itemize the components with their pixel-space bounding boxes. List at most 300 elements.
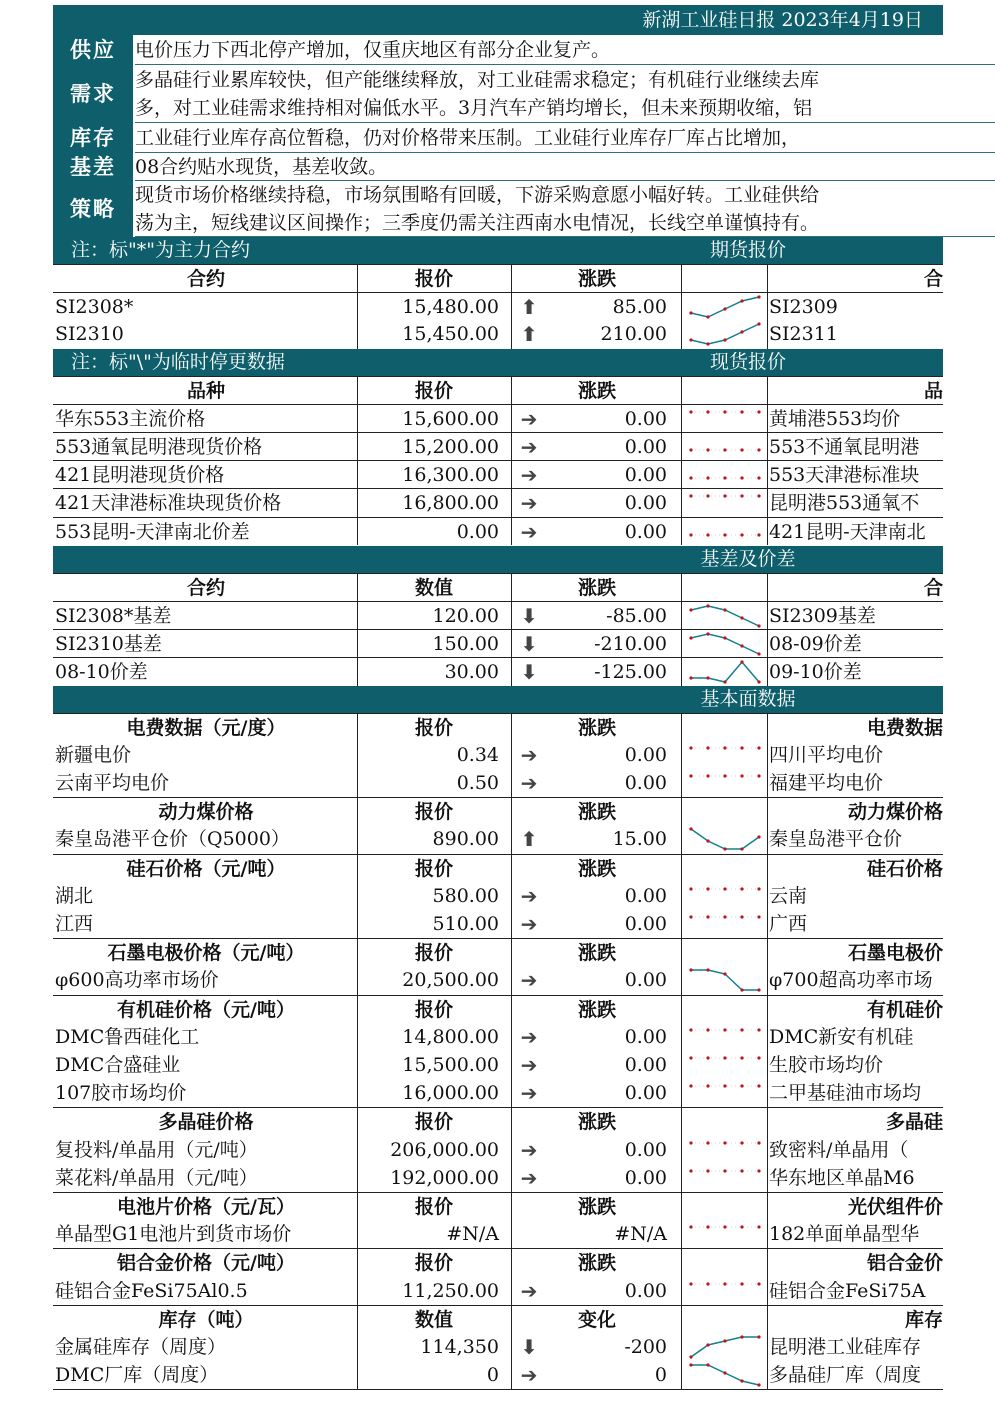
- summary-line: 08合约贴水现货，基差收敛。: [135, 156, 388, 178]
- row-name-2: 09-10价差: [769, 661, 862, 684]
- row-name-2: SI2309基差: [769, 605, 876, 627]
- grid-line: [767, 573, 768, 686]
- row-change: -125.00: [594, 661, 667, 684]
- sparkline-point: [706, 495, 709, 498]
- sparkline-cell: [683, 405, 767, 433]
- col-header-value: 报价: [414, 1196, 453, 1218]
- section-title: 基差及价差: [700, 547, 796, 570]
- row-name-2: 生胶市场均价: [769, 1054, 884, 1076]
- col-header-name-2: 铝合金价: [866, 1252, 943, 1275]
- row-value: 15,500.00: [402, 1054, 499, 1076]
- row-name: 复投料/单晶用（元/吨）: [55, 1138, 258, 1161]
- row-name-2: 黄埔港553均价: [769, 407, 901, 430]
- arrow-down-icon: [515, 630, 543, 658]
- row-change: 0.00: [624, 1279, 667, 1302]
- summary-label: 策略: [53, 181, 133, 237]
- sparkline-point: [706, 1343, 709, 1346]
- row-name-2: 云南: [769, 884, 808, 907]
- sparkline-point: [740, 1226, 743, 1229]
- arrow-glyph: ➔: [520, 1081, 538, 1106]
- sparkline-point: [706, 1085, 709, 1088]
- row-change: 0: [654, 1364, 667, 1387]
- sparkline-point: [689, 1085, 692, 1088]
- sparkline-point: [723, 1028, 726, 1031]
- sparkline-point: [740, 1028, 743, 1031]
- sparkline-cell: [683, 1277, 767, 1305]
- sparkline-point: [723, 410, 726, 413]
- arrow-glyph: ⬆: [520, 827, 538, 852]
- table-row: [53, 657, 943, 685]
- sparkline-point: [740, 1056, 743, 1059]
- sparkline-point: [740, 645, 743, 648]
- sparkline: [683, 1023, 767, 1051]
- row-value: 192,000.00: [390, 1166, 499, 1189]
- sparkline-point: [723, 308, 726, 311]
- row-change: 0.00: [624, 492, 667, 515]
- row-name: 江西: [55, 913, 94, 935]
- col-header-name-2: 有机硅价: [866, 998, 943, 1021]
- sparkline-point: [723, 973, 726, 976]
- report-title: 新湖工业硅日报 2023年4月19日: [53, 5, 943, 35]
- report-sheet: [53, 5, 943, 1421]
- row-name: SI2310基差: [55, 633, 162, 656]
- row-value: 15,480.00: [402, 296, 499, 319]
- sparkline-point: [757, 681, 760, 684]
- row-change: -210.00: [594, 633, 667, 656]
- arrow-right-icon: [515, 461, 543, 489]
- table-row: [53, 1136, 943, 1164]
- arrow-down-icon: [515, 658, 543, 686]
- sparkline-point: [689, 637, 692, 640]
- col-header-name-2: 多晶硅: [885, 1111, 943, 1134]
- arrow-glyph: ➔: [520, 883, 538, 908]
- sparkline-point: [689, 339, 692, 342]
- grid-line: [681, 264, 682, 349]
- row-change: 210.00: [600, 323, 667, 346]
- col-header-value: 报价: [414, 716, 453, 739]
- sparkline-point: [706, 477, 709, 480]
- row-value: 206,000.00: [390, 1138, 499, 1161]
- sparkline-point: [723, 637, 726, 640]
- arrow-glyph: ⬇: [520, 632, 538, 657]
- arrow-glyph: ➔: [520, 1137, 538, 1162]
- row-name: 553通氧昆明港现货价格: [55, 436, 263, 458]
- sparkline-point: [740, 1380, 743, 1383]
- sparkline-point: [723, 533, 726, 536]
- col-header-name: 电池片价格（元/瓦）: [117, 1196, 295, 1218]
- sparkline-point: [740, 746, 743, 749]
- row-change: 0.00: [624, 1082, 667, 1105]
- row-name: DMC厂库（周度）: [55, 1364, 219, 1387]
- col-header-change: 涨跌: [577, 268, 616, 290]
- sparkline-point: [689, 312, 692, 315]
- arrow-right-icon: [515, 882, 543, 910]
- table-row: [53, 320, 943, 348]
- arrow-glyph: ⬆: [520, 295, 538, 320]
- sparkline-point: [706, 887, 709, 890]
- sparkline-line: [691, 662, 759, 682]
- col-header-name: 硅石价格（元/吨）: [126, 857, 286, 880]
- sparkline-point: [706, 746, 709, 749]
- sparkline-point: [723, 495, 726, 498]
- table-header-row: [53, 713, 943, 741]
- sparkline-point: [689, 495, 692, 498]
- arrow-glyph: ➔: [520, 1278, 538, 1303]
- sparkline-point: [740, 661, 743, 664]
- sparkline-point: [689, 1169, 692, 1172]
- col-header-name-2: 光伏组件价: [847, 1196, 943, 1218]
- col-header-change: 涨跌: [577, 379, 616, 402]
- grid-line: [357, 573, 358, 686]
- section-title: 期货报价: [709, 239, 786, 261]
- sparkline-point: [723, 681, 726, 684]
- row-name: SI2310: [55, 323, 124, 346]
- row-change: 0.00: [624, 1166, 667, 1189]
- sparkline-point: [723, 1282, 726, 1285]
- col-header-change: 涨跌: [577, 716, 616, 739]
- sparkline-cell: [683, 461, 767, 489]
- summary-block: [53, 35, 943, 237]
- col-header-name: 多晶硅价格: [158, 1111, 254, 1134]
- arrow-glyph: ⬆: [520, 322, 538, 347]
- summary-label: 供应: [53, 35, 133, 65]
- sparkline-cell: [683, 1136, 767, 1164]
- sparkline-cell: [683, 1361, 767, 1389]
- row-change: 0.00: [624, 969, 667, 992]
- sparkline-point: [723, 774, 726, 777]
- row-change: 0.00: [624, 772, 667, 794]
- col-header-change: 变化: [577, 1308, 616, 1331]
- col-header-change: 涨跌: [577, 801, 616, 824]
- sparkline-line: [691, 297, 759, 317]
- row-name-2: 华东地区单晶M6: [769, 1166, 915, 1189]
- row-value: 0: [486, 1364, 499, 1387]
- sparkline-point: [689, 1282, 692, 1285]
- row-name: DMC合盛硅业: [55, 1054, 181, 1076]
- arrow-right-icon: [515, 1136, 543, 1164]
- sparkline-point: [706, 448, 709, 451]
- col-header-change: 涨跌: [577, 1111, 616, 1134]
- sparkline: [683, 1361, 767, 1389]
- sparkline: [683, 1277, 767, 1305]
- sparkline: [683, 1164, 767, 1192]
- sparkline-point: [723, 887, 726, 890]
- row-value: 30.00: [444, 661, 499, 684]
- sparkline-cell: [683, 825, 767, 853]
- sparkline-cell: [683, 433, 767, 461]
- row-name: 金属硅库存（周度）: [55, 1336, 227, 1358]
- arrow-glyph: ⬇: [520, 660, 538, 685]
- row-name: SI2308*基差: [55, 605, 172, 627]
- summary-line: 多晶硅行业累库较快，但产能继续释放，对工业硅需求稳定；有机硅行业继续去库: [135, 69, 820, 91]
- row-change: 0.00: [624, 436, 667, 458]
- arrow-glyph: ➔: [520, 771, 538, 795]
- grid-line: [511, 376, 512, 545]
- summary-text: [135, 181, 995, 237]
- arrow-right-icon: [515, 518, 543, 546]
- arrow-glyph: ➔: [520, 406, 538, 431]
- section-bar-spot: [53, 349, 943, 376]
- arrow-glyph: ➔: [520, 1165, 538, 1190]
- row-name: SI2308*: [55, 296, 134, 319]
- col-header-name: 合约: [186, 576, 225, 599]
- sparkline: [683, 630, 767, 658]
- sparkline: [683, 825, 767, 853]
- sparkline-point: [757, 448, 760, 451]
- sparkline-point: [723, 1339, 726, 1342]
- row-name-2: SI2309: [769, 296, 838, 319]
- row-change: -85.00: [606, 605, 667, 627]
- sparkline-cell: [683, 320, 767, 348]
- arrow-right-icon: [515, 1079, 543, 1107]
- sparkline-cell: [683, 602, 767, 630]
- row-value: 15,450.00: [402, 323, 499, 346]
- sparkline-point: [706, 604, 709, 607]
- row-name-2: 广西: [769, 913, 808, 935]
- row-name: 秦皇岛港平仓价（Q5000）: [55, 828, 290, 851]
- row-name: 421天津港标准块现货价格: [55, 492, 282, 515]
- sparkline-point: [740, 495, 743, 498]
- section-note: 注：标"\"为临时停更数据: [71, 350, 285, 373]
- arrow-right-icon: [515, 1361, 543, 1389]
- row-value: 15,600.00: [402, 407, 499, 430]
- arrow-glyph: ➔: [520, 491, 538, 516]
- sparkline-point: [757, 1141, 760, 1144]
- arrow-right-icon: [515, 1051, 543, 1079]
- arrow-glyph: ➔: [520, 968, 538, 993]
- row-change: 0.00: [624, 1025, 667, 1048]
- table-header-row: [53, 797, 943, 825]
- sparkline-point: [757, 1226, 760, 1229]
- sparkline-point: [740, 533, 743, 536]
- table-header-row: [53, 995, 943, 1023]
- sparkline-point: [723, 608, 726, 611]
- sparkline: [683, 293, 767, 321]
- row-value: 114,350: [420, 1336, 499, 1358]
- col-header-value: 报价: [414, 942, 453, 965]
- arrow-right-icon: [515, 1164, 543, 1192]
- sparkline-point: [740, 848, 743, 851]
- section-note: 注：标"*"为主力合约: [71, 239, 250, 261]
- table-row: [53, 825, 943, 853]
- sparkline-cell: [683, 769, 767, 797]
- col-header-change: 涨跌: [577, 942, 616, 965]
- sparkline-point: [689, 774, 692, 777]
- row-value: 510.00: [432, 913, 499, 935]
- row-name: 华东553主流价格: [55, 407, 206, 430]
- sparkline-cell: [683, 630, 767, 658]
- row-change: 0.00: [624, 520, 667, 543]
- table-row: [53, 1277, 943, 1305]
- sparkline-point: [757, 653, 760, 656]
- sparkline-cell: [683, 518, 767, 546]
- sparkline-point: [723, 1085, 726, 1088]
- sparkline: [683, 602, 767, 630]
- sparkline: [683, 1136, 767, 1164]
- section-title: 基本面数据: [700, 687, 796, 710]
- sparkline-cell: [683, 1051, 767, 1079]
- sparkline: [683, 1333, 767, 1361]
- sparkline: [683, 320, 767, 348]
- sparkline-point: [757, 887, 760, 890]
- row-name: 湖北: [55, 884, 94, 907]
- grid-line: [511, 573, 512, 686]
- row-name-2: 08-09价差: [769, 633, 862, 656]
- table-row: [53, 601, 943, 629]
- sparkline-point: [689, 1141, 692, 1144]
- col-header-name: 有机硅价格（元/吨）: [117, 998, 295, 1021]
- table-row: [53, 432, 943, 460]
- sparkline-cell: [683, 1164, 767, 1192]
- sparkline-point: [689, 1355, 692, 1358]
- row-name-2: 福建平均电价: [769, 772, 884, 794]
- sparkline: [683, 966, 767, 994]
- arrow-up-icon: [515, 825, 543, 853]
- arrow-glyph: ⬇: [520, 1335, 538, 1359]
- col-header-value: 报价: [414, 1252, 453, 1275]
- col-header-value: 报价: [414, 1111, 453, 1134]
- sparkline-point: [757, 1085, 760, 1088]
- table-row: [53, 488, 943, 516]
- row-name-2: SI2311: [769, 323, 838, 346]
- col-header-name-2: 品: [923, 379, 943, 402]
- sparkline-point: [740, 1169, 743, 1172]
- summary-line: 多，对工业硅需求维持相对偏低水平。3月汽车产销均增长，但未来预期收缩，铝: [135, 97, 813, 119]
- sparkline-cell: [683, 1023, 767, 1051]
- table-header-row: [53, 1248, 943, 1276]
- col-header-change: 涨跌: [577, 1252, 616, 1275]
- row-value: 0.00: [456, 520, 499, 543]
- grid-line: [681, 713, 682, 1390]
- summary-text: [135, 35, 995, 65]
- col-header-change: 涨跌: [577, 1196, 616, 1218]
- arrow-right-icon: [515, 910, 543, 938]
- table-row: [53, 966, 943, 994]
- sparkline-point: [723, 1372, 726, 1375]
- sparkline-cell: [683, 293, 767, 321]
- table-row: [53, 629, 943, 657]
- sparkline-point: [706, 840, 709, 843]
- sparkline-point: [723, 339, 726, 342]
- sparkline-point: [706, 915, 709, 918]
- sparkline-point: [706, 1282, 709, 1285]
- col-header-value: 报价: [414, 268, 453, 290]
- row-name-2: 553不通氧昆明港: [769, 436, 920, 458]
- arrow-glyph: ➔: [520, 1363, 538, 1388]
- section-bar-basis: [53, 546, 943, 573]
- table-row: [53, 769, 943, 797]
- arrow-right-icon: [515, 966, 543, 994]
- table-row: [53, 1164, 943, 1192]
- sparkline: [683, 433, 767, 461]
- row-change: 0.00: [624, 1054, 667, 1076]
- row-name-2: 553天津港标准块: [769, 464, 920, 487]
- col-header-name: 动力煤价格: [158, 801, 254, 824]
- row-name-2: 421昆明-天津南北: [769, 520, 926, 543]
- sparkline-point: [689, 677, 692, 680]
- sparkline-point: [757, 533, 760, 536]
- table-row: [53, 404, 943, 432]
- table-header-row: [53, 573, 943, 601]
- row-name: 菜花料/单晶用（元/吨）: [55, 1166, 258, 1189]
- row-value: 16,800.00: [402, 492, 499, 515]
- row-name: 单晶型G1电池片到货市场价: [55, 1223, 292, 1246]
- arrow-glyph: ➔: [520, 912, 538, 936]
- row-name: 107胶市场均价: [55, 1082, 187, 1105]
- sparkline: [683, 1079, 767, 1107]
- sparkline-cell: [683, 1333, 767, 1361]
- row-name: 08-10价差: [55, 661, 148, 684]
- table-row: [53, 1079, 943, 1107]
- arrow-right-icon: [515, 1220, 543, 1248]
- col-header-name-2: 动力煤价格: [847, 801, 943, 824]
- related-charts-title: 相关图表: [693, 1399, 770, 1421]
- col-header-name-2: 电费数据: [866, 716, 943, 739]
- sparkline-point: [706, 410, 709, 413]
- sparkline: [683, 769, 767, 797]
- row-change: 0.00: [624, 407, 667, 430]
- sparkline-point: [706, 1226, 709, 1229]
- arrow-glyph: ➔: [520, 742, 538, 767]
- row-change: 0.00: [624, 1138, 667, 1161]
- arrow-glyph: ⬇: [520, 604, 538, 628]
- sparkline-point: [757, 410, 760, 413]
- sparkline-point: [740, 448, 743, 451]
- sparkline-point: [689, 533, 692, 536]
- section-title: 现货报价: [709, 350, 786, 373]
- sparkline-point: [757, 296, 760, 299]
- col-header-value: 数值: [414, 1308, 453, 1331]
- sparkline-point: [723, 448, 726, 451]
- sparkline-point: [757, 1056, 760, 1059]
- arrow-glyph: ➔: [520, 435, 538, 459]
- sparkline-point: [689, 1364, 692, 1367]
- row-name-2: 致密料/单晶用（: [769, 1138, 909, 1161]
- grid-line: [53, 1389, 943, 1390]
- sparkline-point: [740, 1141, 743, 1144]
- sparkline-point: [723, 746, 726, 749]
- arrow-glyph: ➔: [520, 1053, 538, 1077]
- sparkline-point: [706, 774, 709, 777]
- sparkline-point: [740, 300, 743, 303]
- row-name-2: 硅铝合金FeSi75A: [769, 1279, 926, 1302]
- col-header-name-2: 合: [923, 576, 943, 599]
- row-name: 新疆电价: [55, 743, 132, 766]
- arrow-glyph: ➔: [520, 1024, 538, 1049]
- arrow-up-icon: [515, 320, 543, 348]
- sparkline-point: [740, 410, 743, 413]
- row-name: 云南平均电价: [55, 772, 170, 794]
- col-header-change: 涨跌: [577, 857, 616, 880]
- grid-line: [357, 376, 358, 545]
- sparkline-point: [757, 774, 760, 777]
- row-value: 14,800.00: [402, 1025, 499, 1048]
- sparkline-point: [757, 746, 760, 749]
- arrow-down-icon: [515, 602, 543, 630]
- row-value: 20,500.00: [402, 969, 499, 992]
- table-header-row: [53, 264, 943, 292]
- arrow-right-icon: [515, 433, 543, 461]
- col-header-value: 数值: [414, 576, 453, 599]
- row-name: DMC鲁西硅化工: [55, 1025, 200, 1048]
- sparkline: [683, 461, 767, 489]
- sparkline-point: [757, 495, 760, 498]
- sparkline-point: [689, 746, 692, 749]
- grid-line: [357, 713, 358, 1390]
- row-value: 11,250.00: [402, 1279, 499, 1302]
- sparkline-point: [740, 616, 743, 619]
- row-change: 0.00: [624, 913, 667, 935]
